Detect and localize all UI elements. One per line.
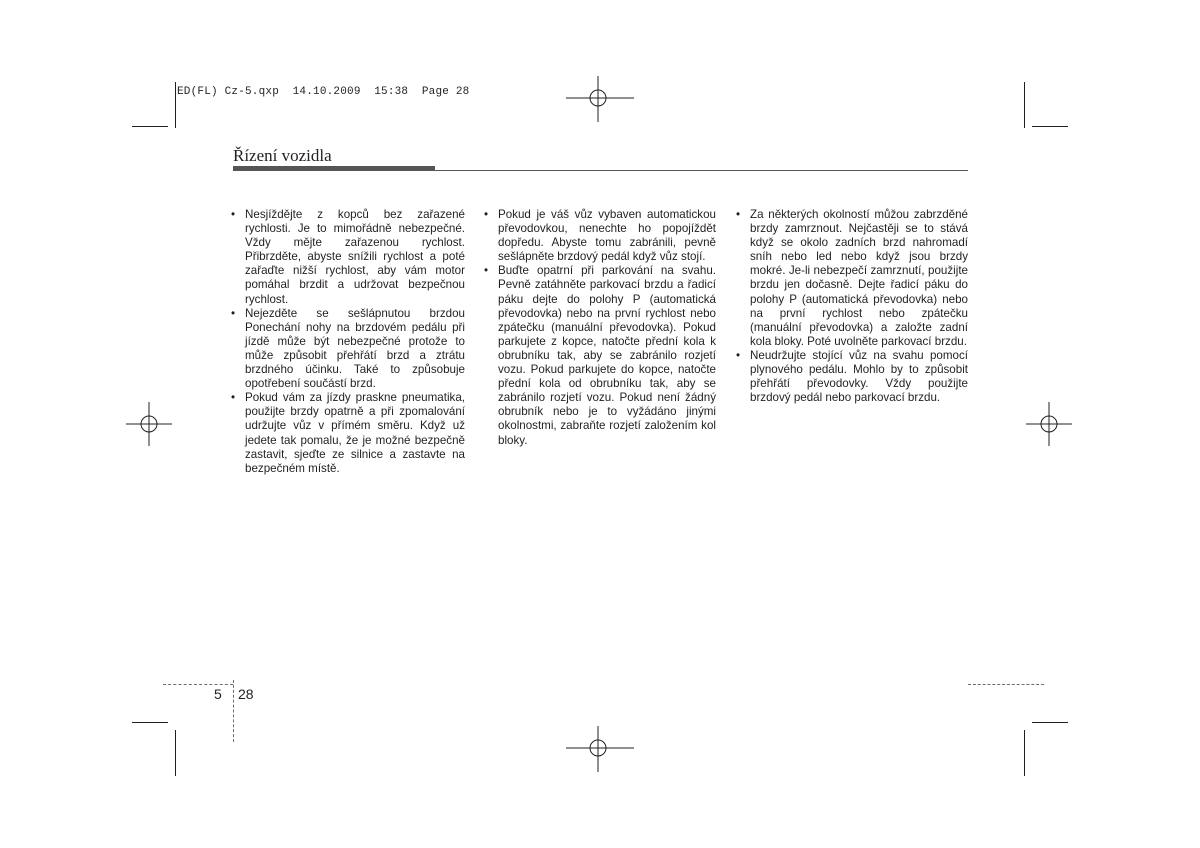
bullet-text: Buďte opatrní při parkování na svahu. Pevně zatáhněte parkovací brzdu a řadicí páku dejte do polohy P (automatická převodovka) nebo na první rychlost nebo zpátečku (manuální převodovka). Pokud parkujete z kopce, natočte přední kola k obrubníku tak, aby se zabránilo rozjetí vozu. Pokud parkujete do kopce, natočte přední kola od obrubníku tak, aby se zabránilo rozjetí vozu. Pokud není žádný obrubník nebo je to vyžádáno jinými okolnostmi, zabraňte rozjetí založením kol bloky.	[498, 264, 716, 447]
bullet-item	[484, 208, 716, 264]
bullet-text: Nesjíždějte z kopců bez zařazené rychlosti. Je to mimořádně nebezpečné. Vždy mějte zařazenou rychlost. Přibrzděte, abyste snížili rychlost a poté zařaďte nižší rychlost, aby vám motor pomáhal brzdit a udržovat bezpečnou rychlost.	[245, 208, 465, 306]
bullet-text: Nejezděte se sešlápnutou brzdou Ponechání nohy na brzdovém pedálu při jízdě může být nebezpečné protože to může způsobit přehřátí brzd a ztrátu brzdného účinku. Také to způsobuje opotřebení součástí brzd.	[245, 306, 465, 391]
bullet-icon: •	[484, 208, 489, 221]
text-column-3	[736, 208, 968, 405]
bullet-item	[736, 208, 968, 349]
bullet-text: Pokud vám za jízdy praskne pneumatika, použijte brzdy opatrně a při zpomalování udržujte vůz v přímém směru. Když už jedete tak pomalu, že je možné bezpečně zastavit, sjeďte ze silnice a zastavte na bezpečném místě.	[245, 391, 465, 475]
bullet-item	[231, 391, 465, 476]
crop-mark-bottom-right-v	[1024, 730, 1025, 776]
crop-mark-top-right-v	[1024, 82, 1025, 128]
bullet-icon: •	[484, 264, 489, 278]
page-number: 28	[238, 686, 254, 702]
bullet-text: Pokud je váš vůz vybaven automatickou převodovkou, nenechte ho popojíždět dopředu. Abyste tomu zabránili, pevně sešlápněte brzdový pedál když vůz stojí.	[498, 208, 716, 264]
crop-mark-bottom-right-h	[1032, 722, 1068, 723]
print-slug: ED(FL) Cz-5.qxp 14.10.2009 15:38 Page 28	[177, 86, 470, 98]
bullet-icon: •	[231, 306, 236, 320]
registration-mark-top-icon	[566, 74, 636, 124]
footer-dashed-divider	[233, 680, 234, 742]
bullet-text: Neudržujte stojící vůz na svahu pomocí plynového pedálu. Mohlo by to způsobit přehřátí převodovky. Vždy použijte brzdový pedál nebo parkovací brzdu.	[750, 348, 968, 405]
registration-mark-bottom-icon	[566, 724, 636, 774]
bullet-icon: •	[736, 348, 741, 362]
crop-mark-top-right-h	[1032, 126, 1068, 127]
crop-mark-top-left-v	[175, 82, 176, 128]
bullet-item	[484, 264, 716, 447]
page-section-number: 5	[214, 686, 222, 702]
text-column-2	[484, 208, 716, 448]
bullet-icon: •	[231, 208, 236, 221]
footer-dashed-rule-right	[968, 684, 1044, 685]
title-rule-thin	[233, 170, 968, 171]
bullet-icon: •	[231, 391, 236, 405]
registration-mark-left-icon	[124, 400, 174, 450]
bullet-item	[231, 208, 465, 307]
bullet-icon: •	[736, 208, 741, 221]
bullet-text: Za některých okolností můžou zabrzděné brzdy zamrznout. Nejčastěji se to stává když se okolo zadních brzd nahromadí sníh nebo led nebo když jsou brzdy mokré. Je-li nebezpečí zamrznutí, použijte brzdu jen dočasně. Dejte řadicí páku do polohy P (automatická převodovka) nebo na první rychlost nebo zpátečku (manuální převodovka) a založte zadní kola bloky. Poté uvolněte parkovací brzdu.	[750, 208, 968, 348]
text-column-1	[231, 208, 465, 476]
registration-mark-right-icon	[1024, 400, 1074, 450]
section-title: Řízení vozidla	[233, 146, 332, 165]
bullet-item	[231, 307, 465, 392]
crop-mark-bottom-left-v	[175, 730, 176, 776]
footer-dashed-rule-left	[163, 684, 233, 685]
crop-mark-top-left-h	[132, 126, 168, 127]
crop-mark-bottom-left-h	[132, 722, 168, 723]
bullet-item	[736, 349, 968, 405]
